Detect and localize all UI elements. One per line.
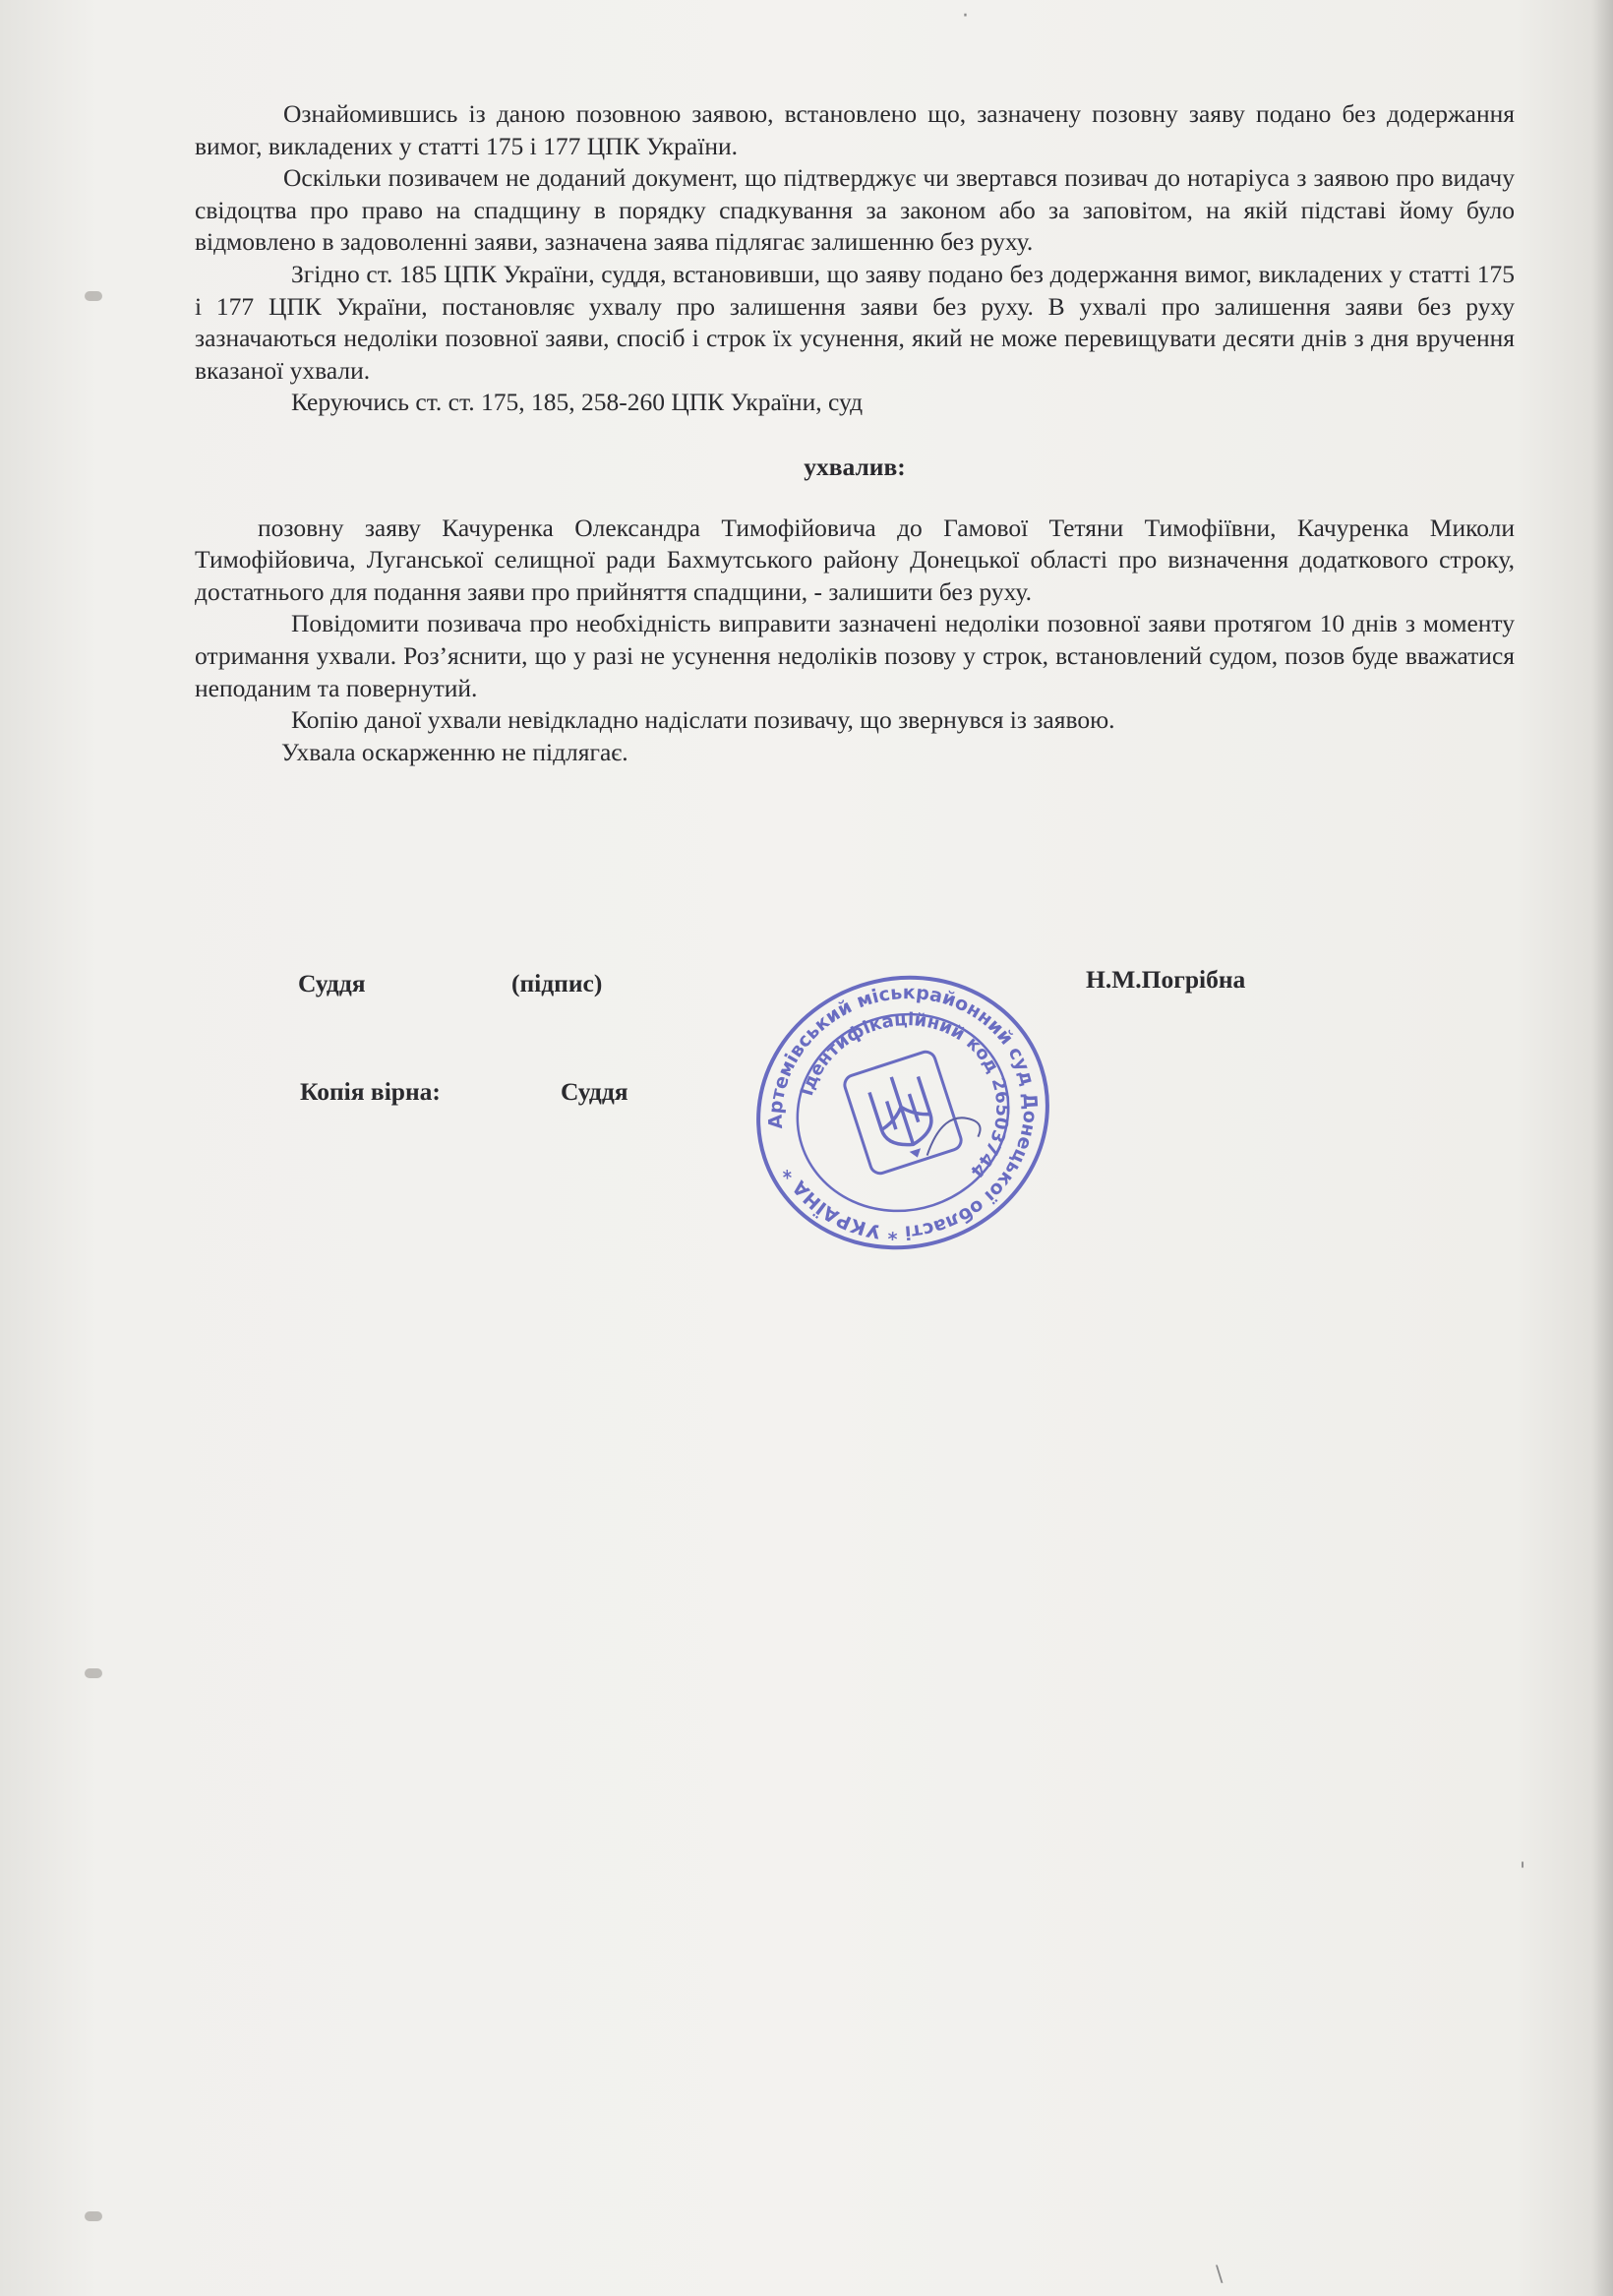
paragraph-article-185: Згідно ст. 185 ЦПК України, суддя, встановивши, що заяву подано без додержання вимог, викладених у статті 175 і 177 ЦПК України, постановляє ухвалу про залишення заяви без руху. В ухвалі про залишення заяви без руху зазначаються недоліки позовної заяви, спосіб і строк їх усунення, який не може перевищувати десяти днів з дня вручення вказаної ухвали. (195, 259, 1515, 385)
signature-note: (підпис) (511, 969, 603, 997)
trident-emblem-icon (842, 1050, 963, 1177)
binding-hole (85, 2211, 102, 2221)
resolution-notify-plaintiff: Повідомити позивача про необхідність виправити зазначені недоліки позовної заяви протягом 10 днів з моменту отримання ухвали. Роз’яснити, що у разі не усунення недоліків позову у строк, встановлений судом, позов буде вважатися неподаним та повернутий. (195, 609, 1515, 702)
resolution-send-copy: Копію даної ухвали невідкладно надіслати позивачу, що звернувся із заявою. (291, 705, 1115, 735)
stamp-signature-stroke (919, 1113, 983, 1156)
paragraph-review: Ознайомившись із даною позовною заявою, встановлено що, зазначену позовну заяву подано без додержання вимог, викладених у статті 175 і 177 ЦПК України. (195, 99, 1515, 160)
paragraph-missing-document: Оскільки позивачем не доданий документ, що підтверджує чи звертався позивач до нотаріуса з заявою про видачу свідоцтва про право на спадщину в порядку спадкування за законом або за заповітом, на якій підставі йому було відмовлено в задоволенні заяви, зазначена заява підлягає залишенню без руху. (195, 163, 1515, 257)
decision-heading: ухвалив: (804, 452, 906, 481)
resolution-not-appealable: Ухвала оскарженню не підлягає. (281, 737, 628, 766)
stamp-inner-text-path: Ідентифікаційний код 26503744 (796, 1009, 1013, 1181)
binding-hole (85, 291, 102, 301)
copy-certified-label: Копія вірна: (300, 1077, 441, 1106)
copy-judge-label: Суддя (561, 1077, 628, 1106)
document-body (195, 98, 1515, 768)
page-edge-shadow (1591, 0, 1613, 2296)
resolution-leave-without-motion: позовну заяву Качуренка Олександра Тимофійовича до Гамової Тетяни Тимофіївни, Качуренка Миколи Тимофійовича, Луганської селищної ради Бахмутського району Донецької області про визначення додаткового строку, достатнього для подання заяви про прийняття спадщини, - залишити без руху. (195, 513, 1515, 606)
paragraph-guided-by: Керуючись ст. ст. 175, 185, 258-260 ЦПК України, суд (291, 388, 864, 417)
binding-hole (85, 1668, 102, 1678)
scan-speck: · (962, 4, 969, 29)
judge-label: Суддя (298, 969, 366, 997)
scan-speck: \ (1216, 2263, 1224, 2287)
scan-speck: ' (1520, 1859, 1526, 1884)
court-stamp (747, 974, 1058, 1251)
stamp-outer-text-path: Артемівський міськрайонний суд Донецької області * УКРАЇНА * (764, 982, 1042, 1243)
judge-name: Н.М.Погрібна (1086, 965, 1246, 994)
